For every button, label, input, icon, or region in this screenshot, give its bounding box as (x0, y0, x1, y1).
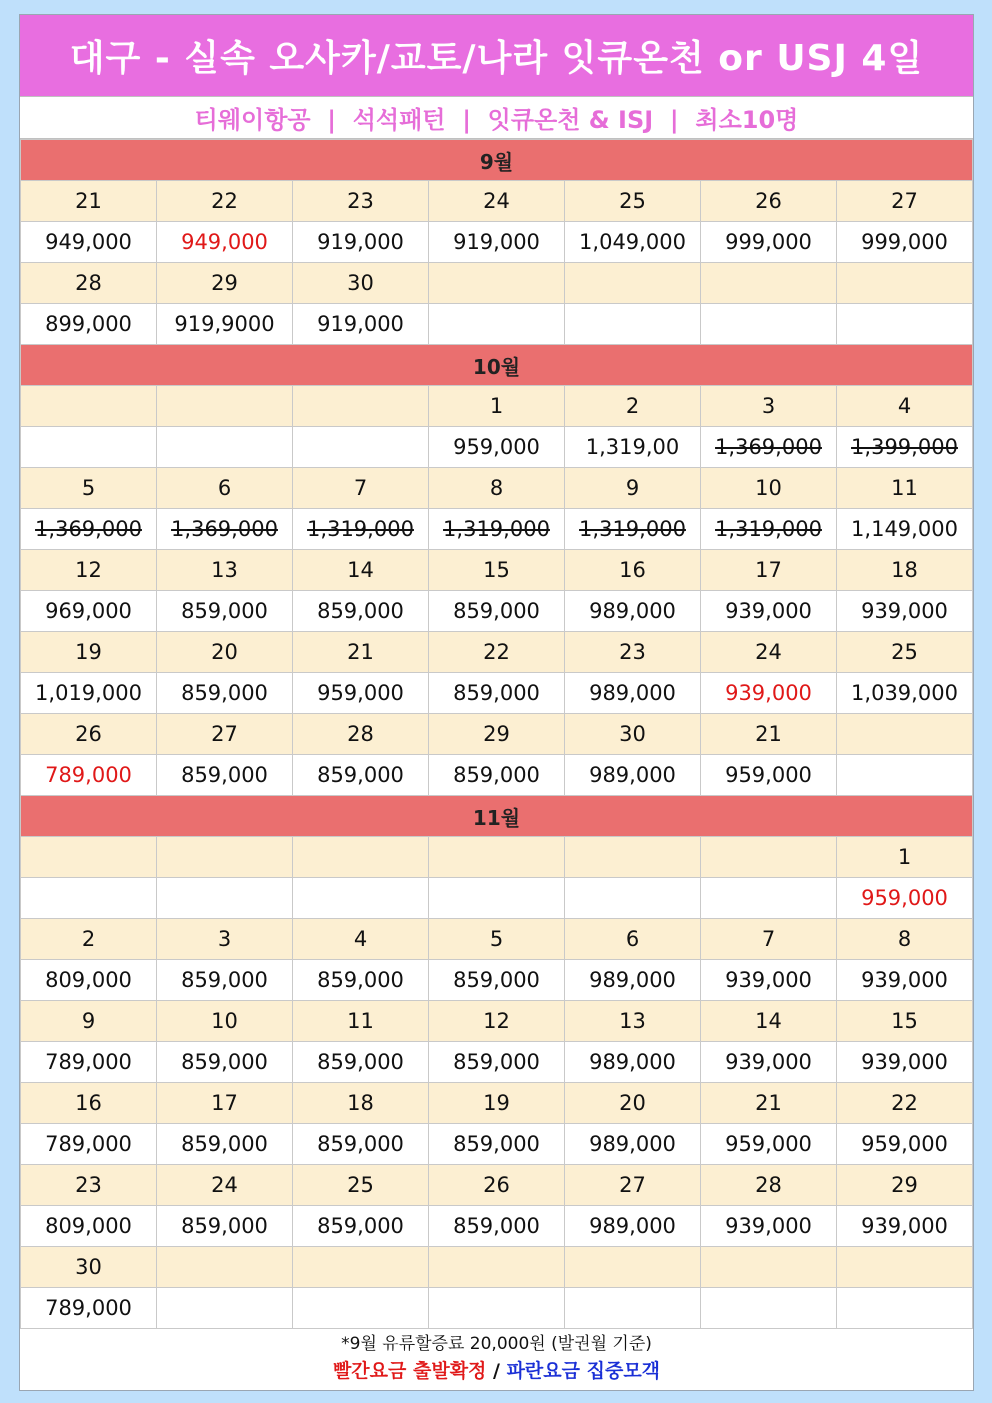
day-cell: 21 (701, 714, 837, 755)
price-cell: 939,000 (837, 1042, 973, 1083)
day-number-row (21, 468, 973, 509)
month-header-row (21, 345, 973, 386)
price-cell: 859,000 (293, 1206, 429, 1247)
day-number-row (21, 1165, 973, 1206)
day-cell: 16 (21, 1083, 157, 1124)
price-sheet (19, 14, 974, 1391)
price-cell: 859,000 (157, 1042, 293, 1083)
day-cell (429, 1247, 565, 1288)
price-cell: 989,000 (565, 673, 701, 714)
day-cell: 28 (701, 1165, 837, 1206)
price-cell (429, 1288, 565, 1329)
price-cell: 939,000 (701, 1206, 837, 1247)
price-cell: 959,000 (837, 878, 973, 919)
price-cell: 789,000 (21, 1288, 157, 1329)
price-cell: 959,000 (701, 755, 837, 796)
price-row (21, 304, 973, 345)
price-row (21, 1124, 973, 1165)
day-cell: 22 (429, 632, 565, 673)
legend-blue-recruiting: 파란요금 집중모객 (506, 1360, 661, 1382)
price-cell (157, 878, 293, 919)
price-cell (157, 427, 293, 468)
price-cell: 939,000 (837, 591, 973, 632)
day-number-row (21, 386, 973, 427)
day-cell: 8 (429, 468, 565, 509)
day-cell: 24 (157, 1165, 293, 1206)
price-cell: 989,000 (565, 960, 701, 1001)
day-cell (837, 263, 973, 304)
price-row (21, 1042, 973, 1083)
price-row (21, 1288, 973, 1329)
day-number-row (21, 550, 973, 591)
day-cell: 19 (429, 1083, 565, 1124)
day-cell: 24 (701, 632, 837, 673)
price-cell: 859,000 (429, 591, 565, 632)
price-cell: 859,000 (429, 960, 565, 1001)
price-cell: 949,000 (157, 222, 293, 263)
day-cell: 7 (293, 468, 429, 509)
price-row (21, 1206, 973, 1247)
price-cell: 939,000 (701, 673, 837, 714)
day-cell: 21 (21, 181, 157, 222)
price-cell: 1,319,000 (293, 509, 429, 550)
day-cell: 12 (429, 1001, 565, 1042)
price-cell: 859,000 (157, 960, 293, 1001)
day-cell: 1 (429, 386, 565, 427)
price-cell: 859,000 (429, 1124, 565, 1165)
day-cell: 4 (293, 919, 429, 960)
day-cell: 26 (429, 1165, 565, 1206)
price-cell (565, 878, 701, 919)
price-cell: 1,319,000 (701, 509, 837, 550)
price-cell: 859,000 (429, 755, 565, 796)
day-cell: 25 (565, 181, 701, 222)
price-cell: 939,000 (701, 1042, 837, 1083)
day-cell: 7 (701, 919, 837, 960)
price-cell: 959,000 (701, 1124, 837, 1165)
price-cell: 1,319,000 (429, 509, 565, 550)
price-cell: 999,000 (701, 222, 837, 263)
day-cell (565, 263, 701, 304)
legend-red-confirmed: 빨간요금 출발확정 (332, 1360, 487, 1382)
footer (20, 1329, 973, 1385)
day-cell: 1 (837, 837, 973, 878)
day-cell: 24 (429, 181, 565, 222)
day-number-row (21, 837, 973, 878)
day-cell (21, 837, 157, 878)
price-cell: 1,019,000 (21, 673, 157, 714)
day-cell: 29 (837, 1165, 973, 1206)
day-cell: 6 (565, 919, 701, 960)
price-cell: 859,000 (157, 1124, 293, 1165)
day-cell: 22 (837, 1083, 973, 1124)
day-cell (293, 1247, 429, 1288)
price-cell: 1,319,000 (565, 509, 701, 550)
day-cell: 26 (701, 181, 837, 222)
day-cell: 11 (293, 1001, 429, 1042)
day-cell: 29 (157, 263, 293, 304)
price-cell (701, 304, 837, 345)
price-cell: 949,000 (21, 222, 157, 263)
price-cell: 1,319,00 (565, 427, 701, 468)
price-cell: 1,049,000 (565, 222, 701, 263)
day-number-row (21, 263, 973, 304)
day-cell: 29 (429, 714, 565, 755)
day-cell: 30 (565, 714, 701, 755)
day-cell: 23 (293, 181, 429, 222)
price-cell: 899,000 (21, 304, 157, 345)
price-row (21, 222, 973, 263)
day-cell: 30 (293, 263, 429, 304)
day-cell: 26 (21, 714, 157, 755)
price-cell: 789,000 (21, 755, 157, 796)
price-cell: 939,000 (701, 960, 837, 1001)
month-label: 9월 (21, 140, 973, 181)
price-cell (293, 1288, 429, 1329)
day-cell: 2 (565, 386, 701, 427)
day-cell: 27 (837, 181, 973, 222)
day-cell: 6 (157, 468, 293, 509)
price-cell (429, 304, 565, 345)
price-cell (565, 1288, 701, 1329)
day-cell: 17 (701, 550, 837, 591)
day-cell: 20 (157, 632, 293, 673)
day-number-row (21, 181, 973, 222)
price-cell (701, 1288, 837, 1329)
price-cell: 789,000 (21, 1124, 157, 1165)
price-cell: 809,000 (21, 960, 157, 1001)
day-cell: 9 (21, 1001, 157, 1042)
price-cell (837, 755, 973, 796)
day-cell: 9 (565, 468, 701, 509)
price-cell: 859,000 (293, 960, 429, 1001)
price-cell: 989,000 (565, 1124, 701, 1165)
day-cell: 10 (701, 468, 837, 509)
price-cell: 959,000 (293, 673, 429, 714)
day-cell: 27 (157, 714, 293, 755)
day-cell: 15 (429, 550, 565, 591)
price-cell (157, 1288, 293, 1329)
day-cell: 21 (293, 632, 429, 673)
price-cell: 859,000 (157, 591, 293, 632)
day-cell: 3 (701, 386, 837, 427)
day-cell: 15 (837, 1001, 973, 1042)
price-row (21, 878, 973, 919)
day-cell: 16 (565, 550, 701, 591)
day-cell: 28 (293, 714, 429, 755)
day-number-row (21, 1247, 973, 1288)
price-cell: 789,000 (21, 1042, 157, 1083)
month-label: 10월 (21, 345, 973, 386)
day-cell: 22 (157, 181, 293, 222)
legend-separator: / (486, 1360, 507, 1382)
price-cell: 859,000 (429, 1042, 565, 1083)
price-cell: 859,000 (293, 1124, 429, 1165)
price-cell: 999,000 (837, 222, 973, 263)
day-cell (565, 837, 701, 878)
price-cell: 959,000 (429, 427, 565, 468)
day-cell (157, 386, 293, 427)
price-cell: 919,9000 (157, 304, 293, 345)
price-cell: 859,000 (429, 673, 565, 714)
day-number-row (21, 1001, 973, 1042)
price-cell: 1,369,000 (21, 509, 157, 550)
month-header-row (21, 796, 973, 837)
day-cell (157, 1247, 293, 1288)
subtitle: 티웨이항공 | 석석패턴 | 잇큐온천 & ISJ | 최소10명 (20, 97, 973, 139)
fuel-surcharge-note: *9월 유류할증료 20,000원 (발권월 기준) (341, 1334, 652, 1354)
day-cell: 14 (293, 550, 429, 591)
day-cell: 8 (837, 919, 973, 960)
day-number-row (21, 714, 973, 755)
day-cell (429, 837, 565, 878)
price-row (21, 673, 973, 714)
price-cell: 859,000 (157, 1206, 293, 1247)
day-cell: 25 (837, 632, 973, 673)
price-cell: 989,000 (565, 591, 701, 632)
price-calendar-table (20, 139, 973, 1329)
day-cell: 27 (565, 1165, 701, 1206)
price-cell: 939,000 (837, 960, 973, 1001)
day-number-row (21, 1083, 973, 1124)
month-header-row (21, 140, 973, 181)
price-cell (837, 304, 973, 345)
price-cell: 939,000 (701, 591, 837, 632)
price-row (21, 509, 973, 550)
day-cell: 2 (21, 919, 157, 960)
price-row (21, 591, 973, 632)
day-cell: 23 (565, 632, 701, 673)
day-cell (701, 1247, 837, 1288)
day-cell: 30 (21, 1247, 157, 1288)
month-label: 11월 (21, 796, 973, 837)
price-cell (21, 427, 157, 468)
price-cell (701, 878, 837, 919)
price-row (21, 960, 973, 1001)
day-cell: 18 (293, 1083, 429, 1124)
day-cell: 10 (157, 1001, 293, 1042)
price-cell: 859,000 (293, 1042, 429, 1083)
day-cell: 12 (21, 550, 157, 591)
price-row (21, 427, 973, 468)
price-cell: 989,000 (565, 1042, 701, 1083)
price-cell: 1,399,000 (837, 427, 973, 468)
day-cell (429, 263, 565, 304)
day-cell: 5 (429, 919, 565, 960)
price-cell (565, 304, 701, 345)
day-cell (21, 386, 157, 427)
price-cell (293, 427, 429, 468)
price-cell: 1,369,000 (701, 427, 837, 468)
price-cell: 919,000 (293, 304, 429, 345)
price-cell (21, 878, 157, 919)
price-cell: 859,000 (157, 673, 293, 714)
price-cell: 1,149,000 (837, 509, 973, 550)
price-color-legend (20, 1357, 973, 1385)
day-cell (837, 714, 973, 755)
day-cell (293, 837, 429, 878)
day-cell (157, 837, 293, 878)
price-cell: 859,000 (293, 591, 429, 632)
price-cell (293, 878, 429, 919)
price-row (21, 755, 973, 796)
day-cell (701, 837, 837, 878)
price-cell: 1,039,000 (837, 673, 973, 714)
price-cell: 859,000 (429, 1206, 565, 1247)
price-cell: 919,000 (429, 222, 565, 263)
price-cell: 959,000 (837, 1124, 973, 1165)
day-cell: 19 (21, 632, 157, 673)
day-number-row (21, 919, 973, 960)
price-cell: 859,000 (293, 755, 429, 796)
day-cell: 13 (565, 1001, 701, 1042)
day-cell: 11 (837, 468, 973, 509)
day-cell: 21 (701, 1083, 837, 1124)
price-cell: 969,000 (21, 591, 157, 632)
day-cell: 18 (837, 550, 973, 591)
day-cell: 3 (157, 919, 293, 960)
day-cell (565, 1247, 701, 1288)
price-cell: 859,000 (157, 755, 293, 796)
day-cell: 13 (157, 550, 293, 591)
day-cell (701, 263, 837, 304)
price-cell: 809,000 (21, 1206, 157, 1247)
price-cell (837, 1288, 973, 1329)
day-cell: 20 (565, 1083, 701, 1124)
day-cell: 17 (157, 1083, 293, 1124)
price-cell: 1,369,000 (157, 509, 293, 550)
price-cell: 989,000 (565, 755, 701, 796)
day-cell: 5 (21, 468, 157, 509)
price-cell: 919,000 (293, 222, 429, 263)
day-cell: 14 (701, 1001, 837, 1042)
day-number-row (21, 632, 973, 673)
price-cell (429, 878, 565, 919)
day-cell (837, 1247, 973, 1288)
day-cell: 4 (837, 386, 973, 427)
day-cell: 25 (293, 1165, 429, 1206)
day-cell (293, 386, 429, 427)
day-cell: 23 (21, 1165, 157, 1206)
price-cell: 939,000 (837, 1206, 973, 1247)
page-title: 대구 - 실속 오사카/교토/나라 잇큐온천 or USJ 4일 (20, 15, 973, 97)
day-cell: 28 (21, 263, 157, 304)
price-cell: 989,000 (565, 1206, 701, 1247)
